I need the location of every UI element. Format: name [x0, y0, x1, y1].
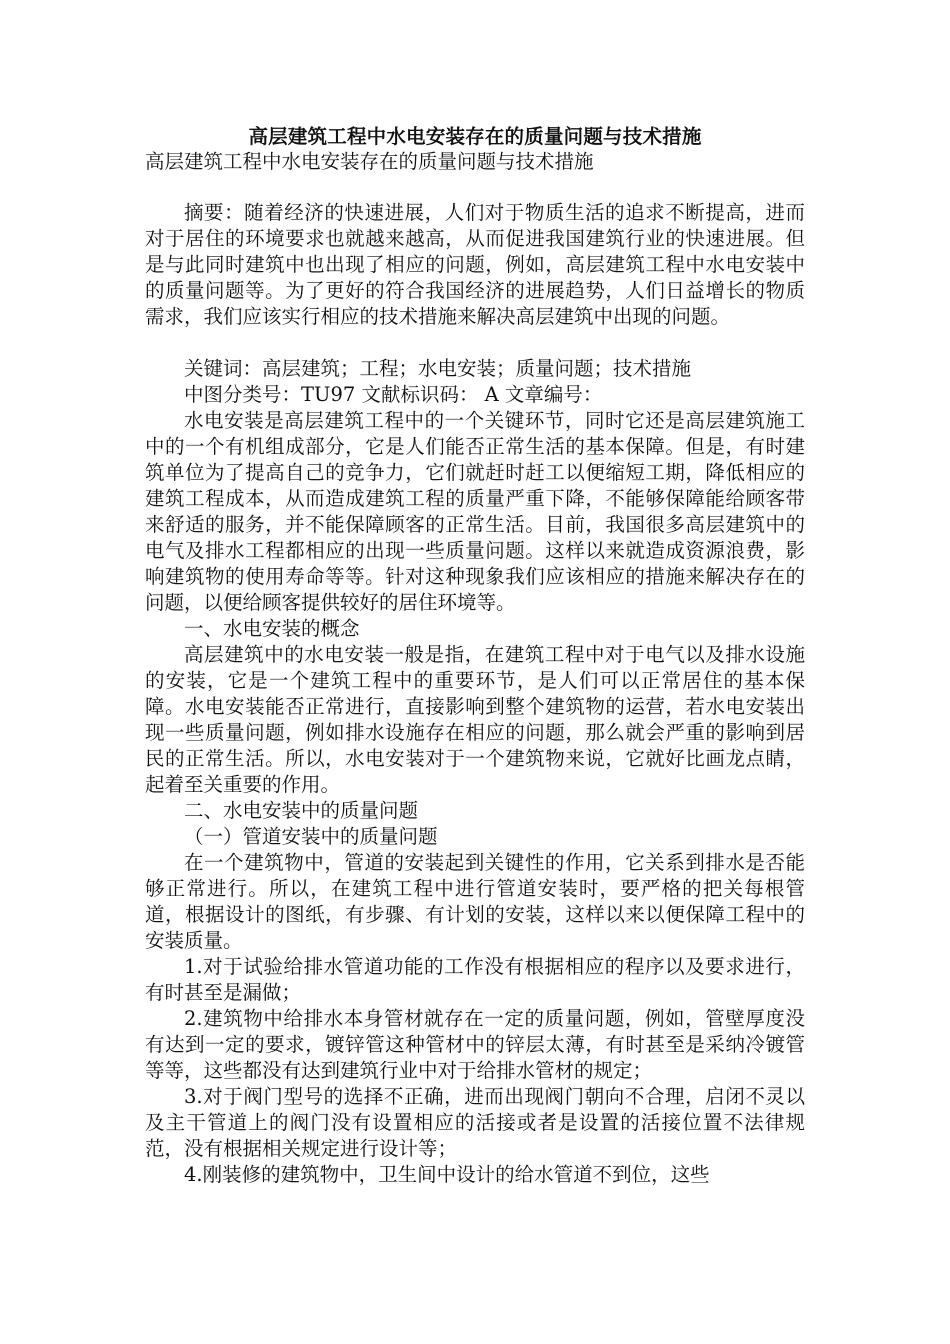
list-item: 1.对于试验给排水管道功能的工作没有根据相应的程序以及要求进行，有时甚至是漏做； [145, 955, 805, 1004]
subsection-heading: （一）管道安装中的质量问题 [184, 825, 438, 848]
document-title: 高层建筑工程中水电安装存在的质量问题与技术措施 [248, 125, 702, 148]
intro-paragraph: 水电安装是高层建筑工程中的一个关键环节，同时它还是高层建筑施工中的一个有机组成部分，它是人们能否正常生活的基本保障。但是，有时建筑单位为了提高自己的竞争力，它们就赶时赶工以便缩短工期，降低相应的建筑工程成本，从而造成建筑工程的质量严重下降，不能够保障能给顾客带来舒适的服务，并不能保障顾客的正常生活。目前，我国很多高层建筑中的电气及排水工程都相应的出现一些质量问题。这样以来就造成资源浪费，影响建筑物的使用寿命等等。针对这种现象我们应该相应的措施来解决存在的问题，以便给顾客提供较好的居住环境等。 [145, 409, 805, 614]
abstract-paragraph: 摘要：随着经济的快速进展，人们对于物质生活的追求不断提高，进而对于居住的环境要求也就越来越高，从而促进我国建筑行业的快速进展。但是与此同时建筑中也出现了相应的问题，例如，高层建筑工程中水电安装中的质量问题等。为了更好的符合我国经济的进展趋势，人们日益增长的物质需求，我们应该实行相应的技术措施来解决高层建筑中出现的问题。 [145, 201, 805, 328]
subsection-paragraph: 在一个建筑物中，管道的安装起到关键性的作用，它关系到排水是否能够正常进行。所以，在建筑工程中进行管道安装时，要严格的把关每根管道，根据设计的图纸，有步骤、有计划的安装，这样以来以便保障工程中的安装质量。 [145, 851, 805, 952]
list-item: 2.建筑物中给排水本身管材就存在一定的质量问题，例如，管壁厚度没有达到一定的要求，镀锌管这种管材中的锌层太薄，有时甚至是采纳冷镀管等等，这些都没有达到建筑行业中对于给排水管材的规定； [145, 1007, 805, 1082]
section-heading: 一、水电安装的概念 [184, 617, 360, 640]
keywords-line: 关键词：高层建筑；工程；水电安装；质量问题；技术措施 [184, 357, 692, 380]
section-paragraph: 高层建筑中的水电安装一般是指，在建筑工程中对于电气以及排水设施的安装，它是一个建筑工程中的重要环节，是人们可以正常居住的基本保障。水电安装能否正常进行，直接影响到整个建筑物的运营，若水电安装出现一些质量问题，例如排水设施存在相应的问题，那么就会严重的影响到居民的正常生活。所以，水电安装对于一个建筑物来说，它就好比画龙点睛，起着至关重要的作用。 [145, 643, 805, 796]
document-body [145, 200, 805, 1188]
list-item: 4.刚装修的建筑物中，卫生间中设计的给水管道不到位，这些 [184, 1163, 710, 1186]
section-heading: 二、水电安装中的质量问题 [184, 799, 419, 822]
list-item: 3.对于阀门型号的选择不正确，进而出现阀门朝向不合理，启闭不灵以及主干管道上的阀门没有设置相应的活接或者是设置的活接位置不法律规范，没有根据相关规定进行设计等； [145, 1085, 805, 1160]
document-subtitle: 高层建筑工程中水电安装存在的质量问题与技术措施 [145, 150, 594, 173]
classification-line: 中图分类号：TU97 文献标识码： A 文章编号： [184, 383, 603, 406]
